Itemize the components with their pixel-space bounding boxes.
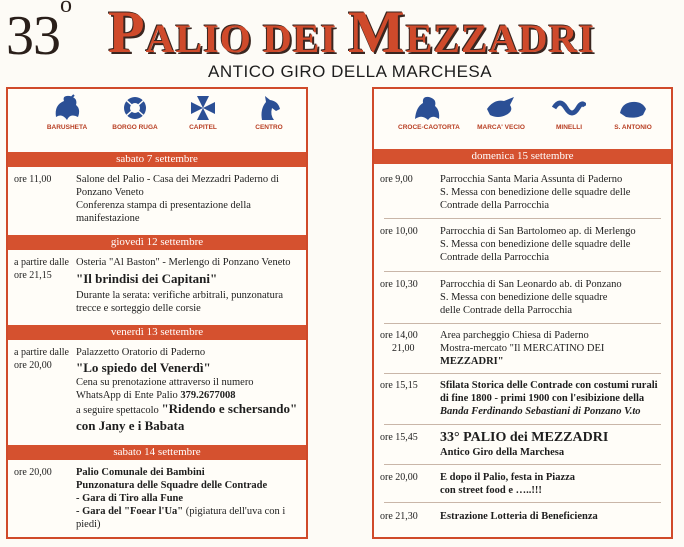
day-band: sabato 14 settembre: [8, 445, 306, 460]
boar-emblem-icon: [616, 93, 650, 123]
day-band: sabato 7 settembre: [8, 152, 306, 167]
banner-s-antonio: S. ANTONIO: [604, 93, 662, 131]
day-band: venerdì 13 settembre: [8, 325, 306, 340]
left-panel: BARUSHETA BORGO RUGA CAPITEL CENTRO sabato 7 settembre ore 11,00 Salone del Palio - Casa dei Mezzadri Paderno di Ponzano Veneto Conferenza stampa di presentazione della manifestazione giovedì 12 settembre a partire dalle ore 21,15 Osteria "Al Baston" - Merlengo di Ponzano Veneto "Il brindisi dei Capitani" Durante la serata: verifiche arbitrali, punzonatura trecce e sorteggio delle corsie venerdì 13 settembre a partire dalle ore 20,00 Palazzetto Oratorio di Paderno "Lo spiedo del Venerdì" Cena su prenotazione attraverso il numero WhatsApp di Ente Palio 379.2677008 a seguire spettacolo "Ridendo e schersando" con Jany e i Babata sabato 14 settembre ore 20,00 Palio Comunale dei Bambini Punzonatura delle Squadre delle Contrade - Gara di Tiro alla Fune - Gara del "Foear l'Ua" (pigiatura dell'uva con i piedi): [6, 87, 308, 539]
day-band: domenica 15 settembre: [374, 149, 671, 164]
banner-borgo-ruga: BORGO RUGA: [106, 93, 164, 131]
divider: [384, 373, 661, 374]
serpent-emblem-icon: [552, 93, 586, 123]
edition-number: 33$^o$: [6, 0, 71, 67]
banner-centro: CENTRO: [240, 93, 298, 131]
poster-title: PALIO DEI MEZZADRI: [108, 0, 595, 65]
poster-header: [0, 0, 684, 84]
day-band: giovedì 12 settembre: [8, 235, 306, 250]
banner-barusheta: BARUSHETA: [38, 93, 96, 131]
banner-croce-caotorta: CROCE-CAOTORTA: [398, 93, 456, 131]
banner-minelli: MINELLI: [540, 93, 598, 131]
divider: [384, 218, 661, 219]
banner-marca-vecio: MARCA' VECIO: [472, 93, 530, 131]
divider: [384, 323, 661, 324]
bird-emblem-icon: [484, 93, 518, 123]
lion-emblem-icon: [410, 93, 444, 123]
griffin-emblem-icon: [50, 93, 84, 123]
divider: [384, 424, 661, 425]
right-panel: CROCE-CAOTORTA MARCA' VECIO MINELLI S. ANTONIO domenica 15 settembre ore 9,00 Parrocchia Santa Maria Assunta di Paderno S. Messa con benedizione delle squadre delle Contrade della Parrocchia ore 10,00 Parrocchia di San Bartolomeo ap. di Merlengo S. Messa con benedizione delle squadre delle Contrade della Parrocchia ore 10,30 Parrocchia di San Leonardo ab. di Ponzano S. Messa con benedizione delle squadre delle Contrade della Parrocchia ore 14,00 21,00 Area parcheggio Chiesa di Paderno Mostra-mercato "Il MERCATINO DEI MEZZADRI" ore 15,15 Sfilata Storica delle Contrade con costumi rurali di fine 1800 - primi 1900 con l'esibizione della Banda Ferdinando Sebastiani di Ponzano V.to ore 15,45 33° PALIO dei MEZZADRI Antico Giro della Marchesa ore 20,00 E dopo il Palio, festa in Piazza con street food e …..!!! ore 21,30 Estrazione Lotteria di Beneficienza: [372, 87, 673, 539]
poster-subtitle: ANTICO GIRO DELLA MARCHESA: [208, 62, 493, 81]
divider: [384, 502, 661, 503]
left-banners: [8, 89, 306, 147]
right-banners: [374, 89, 671, 147]
maltese-cross-icon: [186, 93, 220, 123]
horse-head-icon: [252, 93, 286, 123]
banner-capitel: CAPITEL: [174, 93, 232, 131]
divider: [384, 271, 661, 272]
wheel-emblem-icon: [118, 93, 152, 123]
divider: [384, 464, 661, 465]
